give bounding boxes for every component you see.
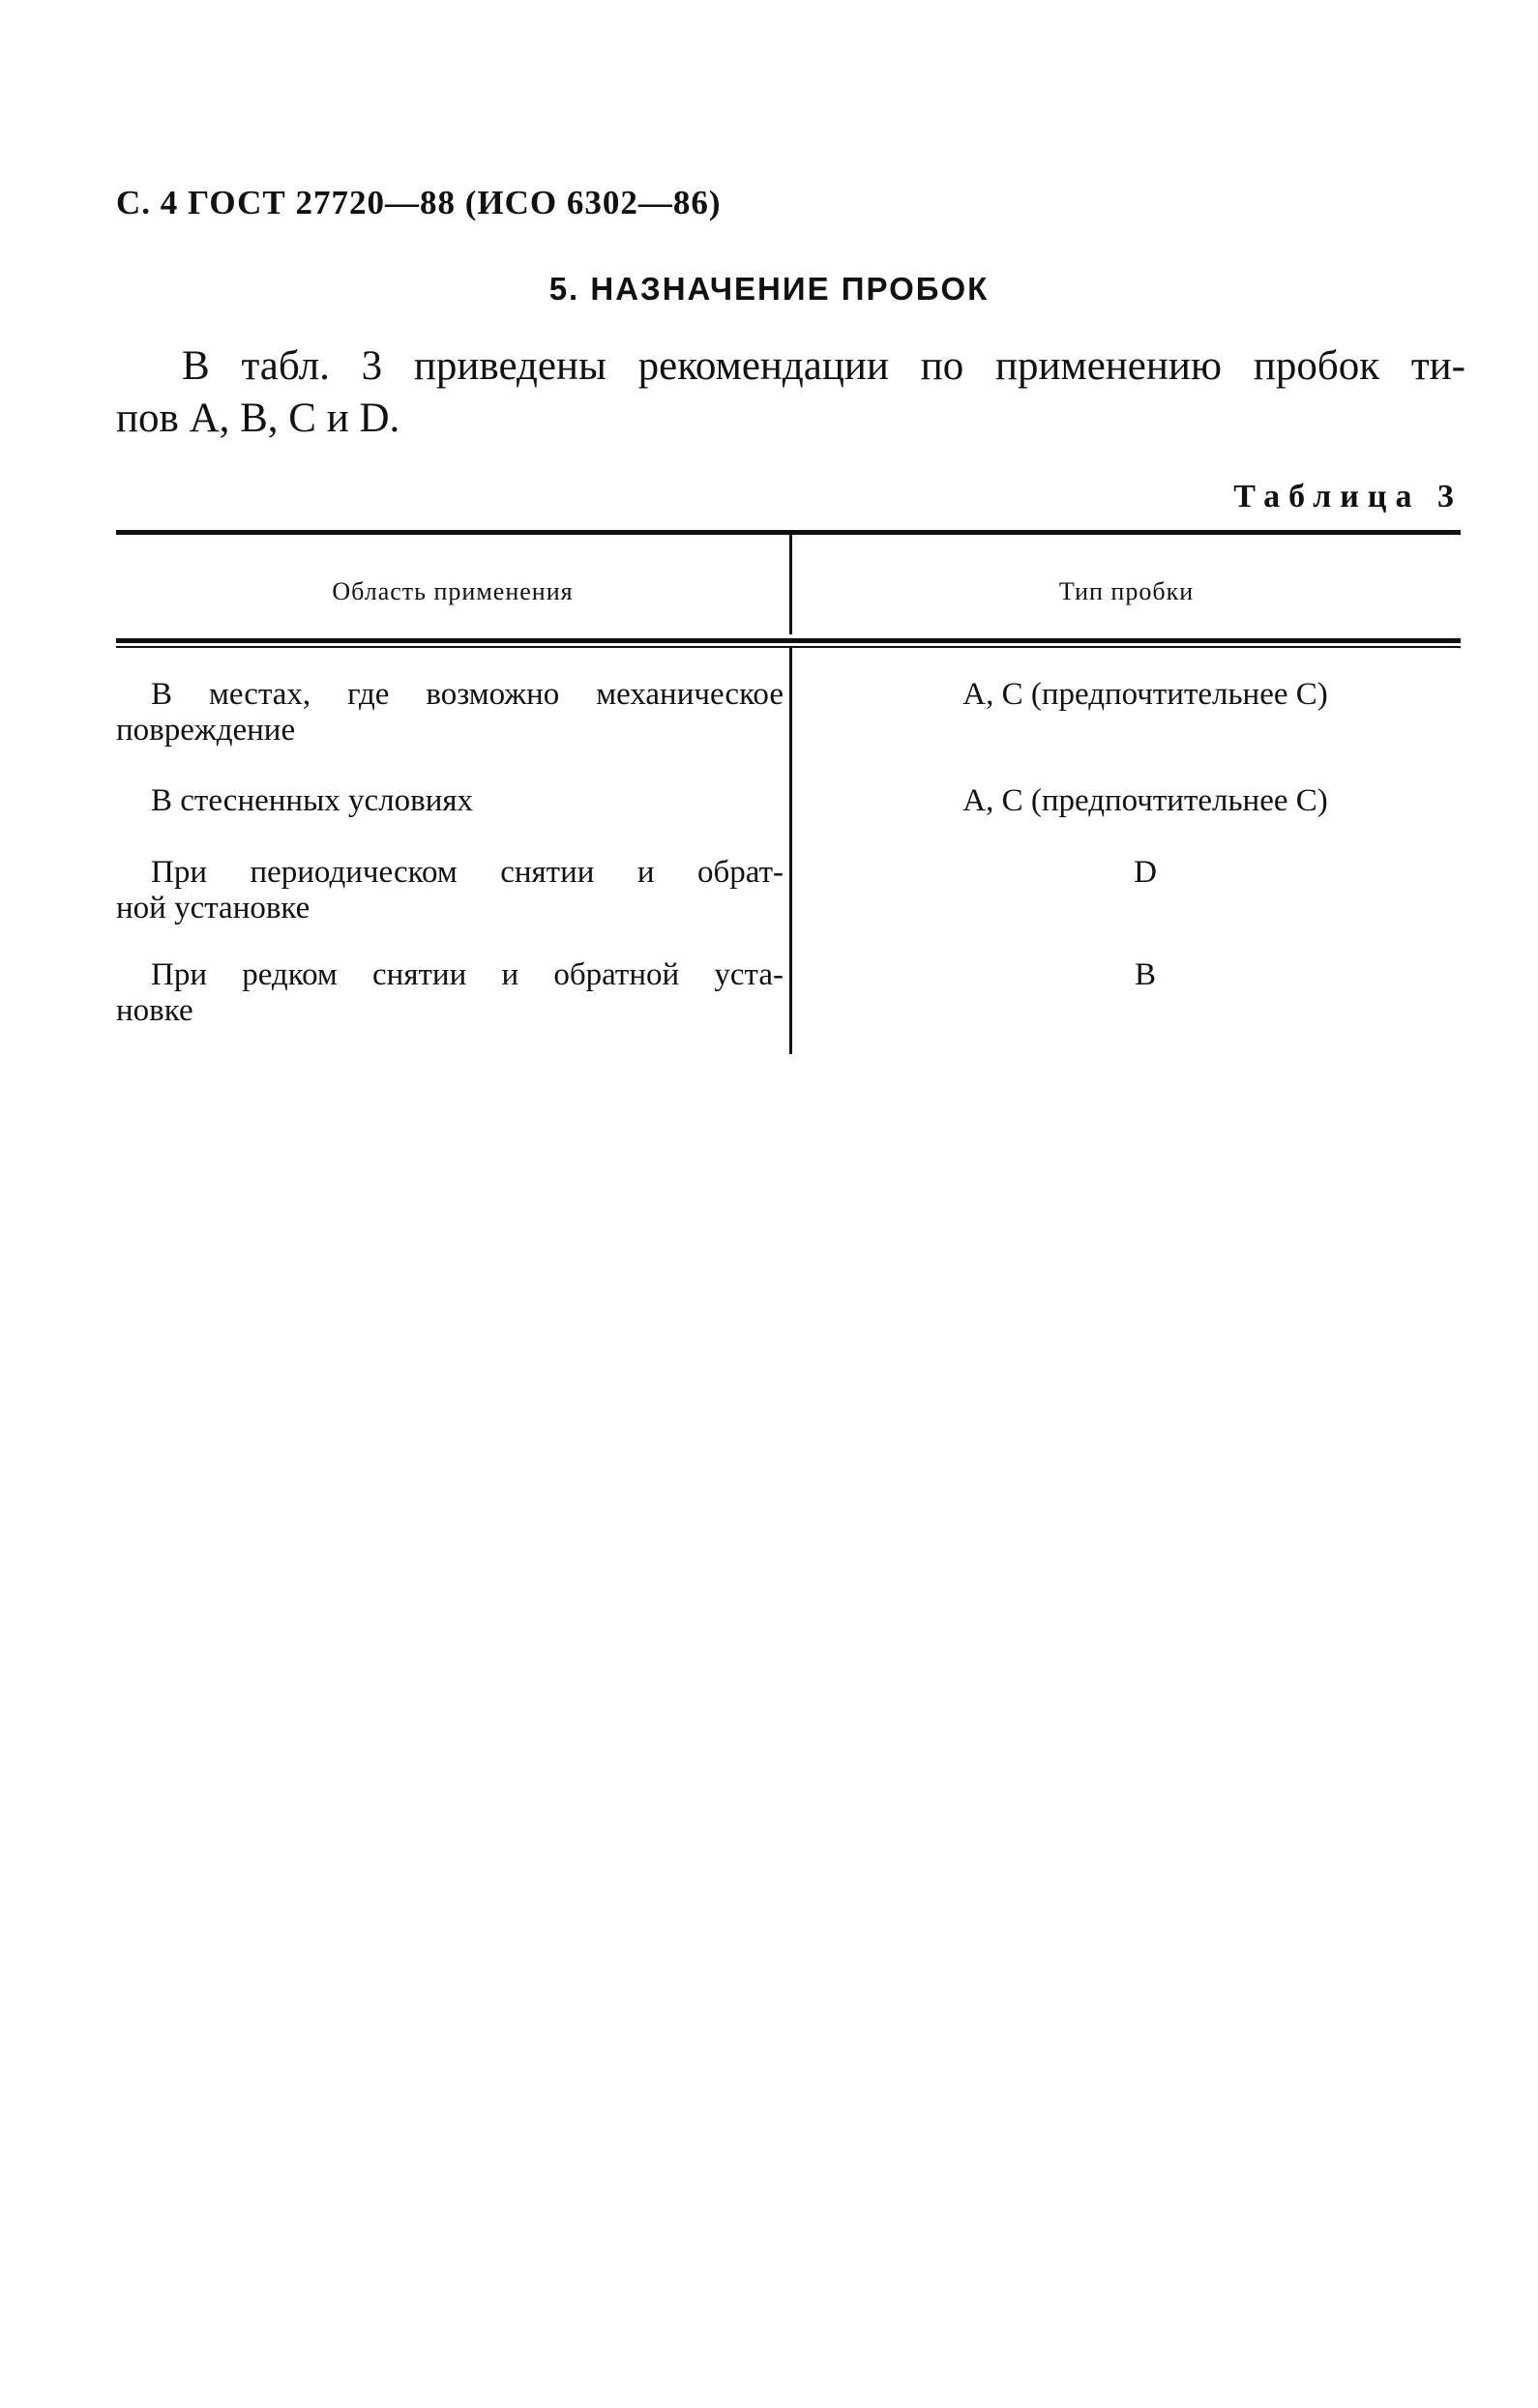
row-4-area-line-1: При редком снятии и обратной уста- — [151, 957, 784, 992]
row-3-area-line-1: При периодическом снятии и обрат- — [151, 855, 784, 890]
table-header-rule-thin — [116, 646, 1461, 648]
table-row-3-area — [116, 855, 784, 926]
row-4-area-line-2: новке — [116, 993, 193, 1028]
table-row-4-type: В — [1134, 957, 1156, 992]
row-2-area-line-1: В стесненных условиях — [151, 783, 474, 818]
table-top-rule — [116, 530, 1461, 535]
table-row-4-area — [116, 957, 784, 1029]
table-row-3-type: D — [1134, 855, 1157, 890]
table-header-rule — [116, 638, 1461, 643]
column-header-area: Область применения — [332, 577, 574, 605]
section-title: 5. НАЗНАЧЕНИЕ ПРОБОК — [548, 271, 990, 307]
page-header: С. 4 ГОСТ 27720—88 (ИСО 6302—86) — [116, 184, 722, 221]
intro-paragraph — [116, 340, 1465, 445]
column-header-type: Тип пробки — [1058, 577, 1195, 605]
table-label: Таблица 3 — [1233, 479, 1463, 514]
table-row-2-type: А, С (предпочтительнее С) — [962, 783, 1328, 818]
row-1-area-line-1: В местах, где возможно механическое — [151, 677, 784, 712]
table-row-1-area — [116, 677, 784, 749]
row-1-area-line-2: повреждение — [116, 713, 296, 748]
intro-line-2: пов А, В, С и D. — [116, 396, 400, 441]
intro-line-1: В табл. 3 приведены рекомендации по применению пробок ти- — [182, 343, 1465, 389]
table-row-1-type: А, С (предпочтительнее С) — [962, 677, 1328, 712]
table-row-2-area — [116, 783, 784, 819]
row-3-area-line-2: ной установке — [116, 891, 311, 925]
